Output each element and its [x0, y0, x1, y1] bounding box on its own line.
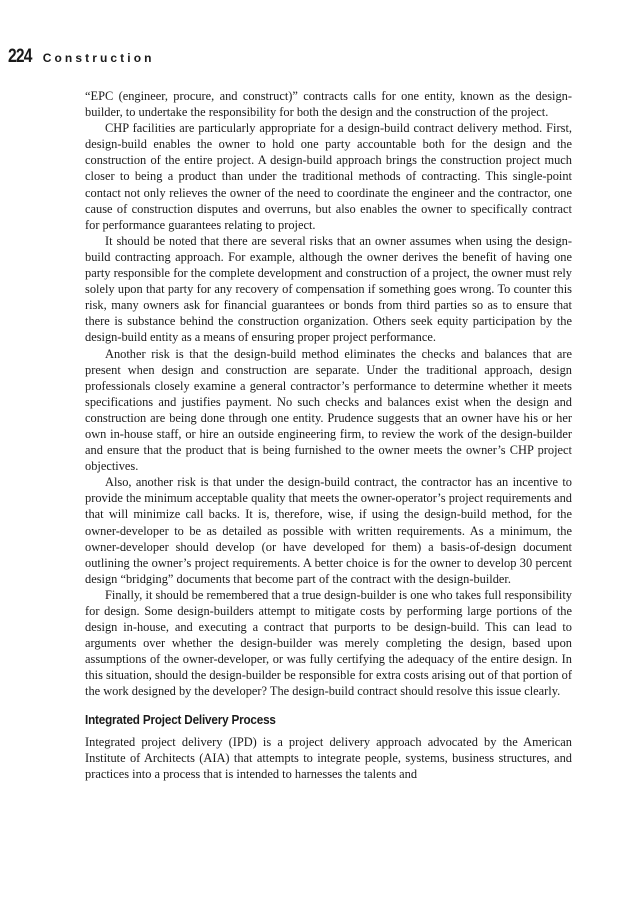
- running-head: [8, 46, 155, 70]
- paragraph: Also, another risk is that under the design-build contract, the contractor has an incentive to provide the minimum acceptable quality that meets the owner-operator’s project requirements and that will minimize call backs. It is, therefore, wise, if using the design-build method, for the owner-developer to be as detailed as possible with written requirements. As a minimum, the owner-developer should develop (or have developed for them) a basis-of-design document outlining the owner’s project requirements. A better choice is for the owner to develop 30 percent design “bridging” documents that become part of the contract with the design-builder.: [85, 475, 572, 586]
- paragraph: CHP facilities are particularly appropriate for a design-build contract delivery method. First, design-build enables the owner to hold one party accountable both for the design and the construction of the entire project. A design-build approach brings the construction project much closer to being a product than under the traditional methods of contracting. This single-point contact not only relieves the owner of the need to coordinate the engineer and the contractor, one cause of construction disputes and overruns, but also enables the owner to specifically contract for performance guarantees relating to project.: [85, 121, 572, 232]
- paragraph: Another risk is that the design-build method eliminates the checks and balances that are present when design and construction are separate. Under the traditional approach, design professionals closely examine a general contractor’s performance to determine whether it meets specifications and justifies payment. No such checks and balances exist when the design and construction are being done through one entity. Prudence suggests that an owner have his or her own in-house staff, or hire an outside engineering firm, to review the work of the design-builder and ensure that the product that is being furnished to the owner meets the owner’s CHP project objectives.: [85, 346, 572, 474]
- section-heading: Integrated Project Delivery Process: [85, 711, 276, 727]
- paragraph: Finally, it should be remembered that a true design-builder is one who takes full responsibility for design. Some design-builders attempt to mitigate costs by performing large portions of the design in-house, and executing a contract that purports to be design-build. This can lead to arguments over whether the design-builder was merely completing the design, based upon assumptions of the owner-developer, or was fully certifying the adequacy of the entire design. In this situation, should the design-builder be responsible for extra costs arising out of that portion of the work designed by the developer? The design-build contract should resolve this issue clearly.: [85, 587, 572, 699]
- running-head-section: Construction: [42, 51, 155, 65]
- paragraph: It should be noted that there are several risks that an owner assumes when using the design-build contracting approach. For example, although the owner derives the benefit of having one party responsible for the complete development and construction of a project, the owner must rely solely upon that party for any recovery of compensation if something goes wrong. To counter this risk, many owners ask for financial guarantees or bonds from third parties so as to ensure that there is substance behind the construction organization. Others seek equity participation by the design-build entity as a means of ensuring proper project performance.: [85, 233, 572, 345]
- page-number: 224: [8, 46, 32, 67]
- body-text: [85, 88, 572, 782]
- paragraph: “EPC (engineer, procure, and construct)” contracts calls for one entity, known as the design-builder, to undertake the responsibility for both the design and the construction of the project.: [85, 89, 572, 120]
- paragraph: Integrated project delivery (IPD) is a project delivery approach advocated by the American Institute of Architects (AIA) that attempts to integrate people, systems, business structures, and practices into a process that is intended to harnesses the talents and: [85, 734, 572, 781]
